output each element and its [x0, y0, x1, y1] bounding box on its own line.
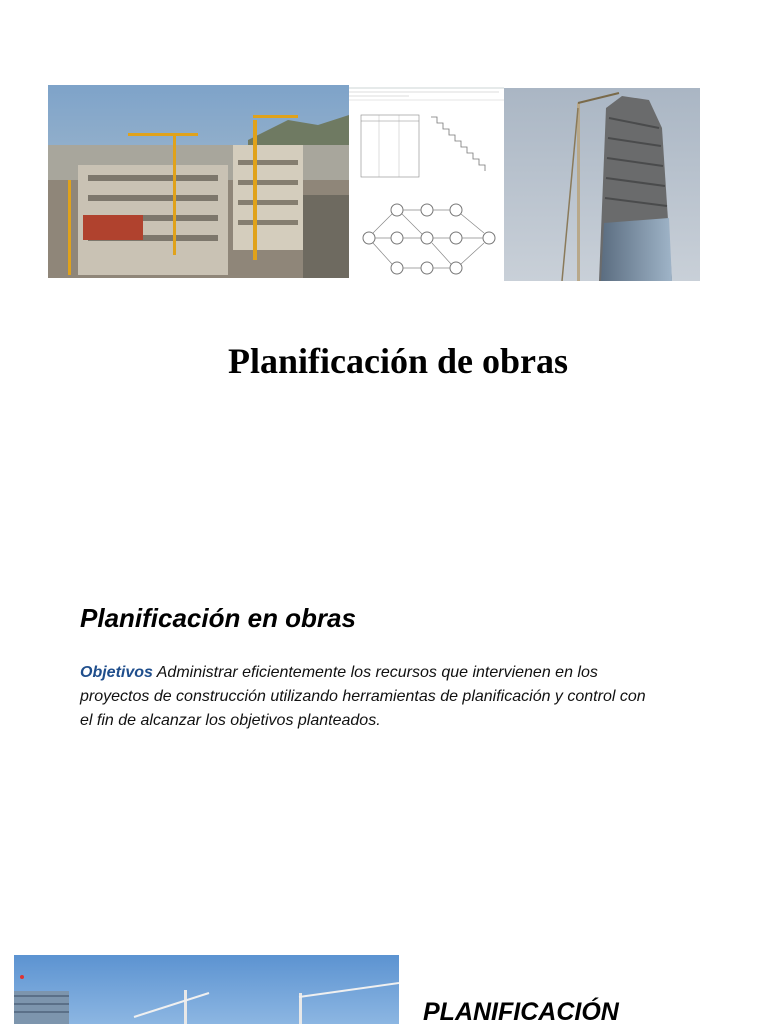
- section-heading: Planificación en obras: [80, 603, 356, 633]
- objectives-text: Administrar eficientemente los recursos que intervienen en los proyectos de construcción utilizando herramientas de planificación y control con el fin de alcanzar los objetivos planteados.: [80, 664, 646, 729]
- bottom-heading: PLANIFICACIÓN: [423, 998, 619, 1026]
- skyscraper-under-construction-photo: [504, 88, 700, 281]
- objectives-label: Objetivos: [80, 664, 153, 681]
- page-title: Planificación de obras: [228, 341, 568, 381]
- network-diagram-image: [349, 85, 504, 281]
- cranes-photo: [14, 955, 399, 1024]
- objectives-paragraph: [80, 661, 660, 733]
- construction-site-photo: [48, 85, 349, 278]
